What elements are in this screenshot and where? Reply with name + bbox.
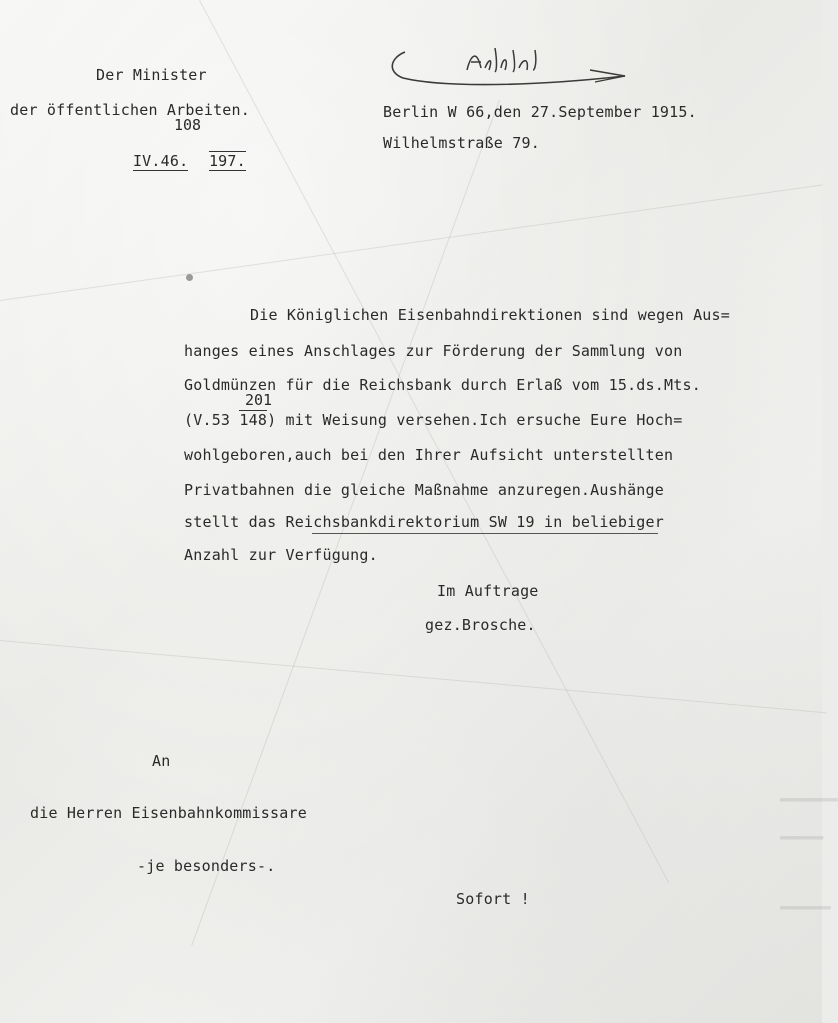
body-line-1: Die Königlichen Eisenbahndirektionen sind wegen Aus= <box>250 306 730 324</box>
body-line-4-prefix: (V.53 <box>184 411 240 429</box>
body-line-6: Privatbahnen die gleiche Maßnahme anzuregen.Aushänge <box>184 481 664 499</box>
bleed-through-texture: ▬▬▬▬▬▬▬ <box>780 900 831 914</box>
recipient-to: An <box>152 752 171 770</box>
recipient-name: die Herren Eisenbahnkommissare <box>30 804 307 822</box>
closing-on-behalf: Im Auftrage <box>437 582 539 600</box>
urgent-note: Sofort ! <box>456 890 530 908</box>
place-and-date: Berlin W 66,den 27.September 1915. <box>383 103 697 121</box>
decree-denominator: 148 <box>239 411 268 429</box>
body-line-7-underline <box>312 533 658 534</box>
reference-numerator: 108 <box>174 116 202 134</box>
decree-numerator: 201 <box>245 391 273 409</box>
body-line-3: Goldmünzen für die Reichsbank durch Erlaß vom 15.ds.Mts. <box>184 376 701 394</box>
reference-denominator: 197. <box>208 152 246 170</box>
bleed-through-texture: ▬▬▬▬▬▬▬▬ <box>780 792 838 806</box>
paper-crease <box>0 640 827 713</box>
recipient-note: -je besonders-. <box>137 857 276 875</box>
minister-title: Der Minister <box>96 66 207 84</box>
body-line-4 <box>184 411 682 429</box>
ink-dot <box>186 274 193 281</box>
body-line-8: Anzahl zur Verfügung. <box>184 546 378 564</box>
reference-prefix: IV.46. <box>132 152 189 170</box>
paper-crease <box>199 0 669 883</box>
body-line-4-suffix: ) mit Weisung versehen.Ich ersuche Eure Hoch= <box>267 411 683 429</box>
closing-signed-name: gez.Brosche. <box>425 616 536 634</box>
body-line-5: wohlgeboren,auch bei den Ihrer Aufsicht unterstellten <box>184 446 674 464</box>
reference-denominator-wrap <box>172 134 246 188</box>
body-line-7: stellt das Reichsbankdirektorium SW 19 in beliebiger <box>184 513 664 531</box>
ministry-name: der öffentlichen Arbeiten. <box>10 101 250 119</box>
street-address: Wilhelmstraße 79. <box>383 134 540 152</box>
bleed-through-texture: ▬▬▬▬▬▬ <box>780 830 824 844</box>
body-line-2: hanges eines Anschlages zur Förderung der Sammlung von <box>184 342 683 360</box>
paper-crease <box>0 184 822 301</box>
handwritten-abschrift-mark <box>385 40 630 90</box>
